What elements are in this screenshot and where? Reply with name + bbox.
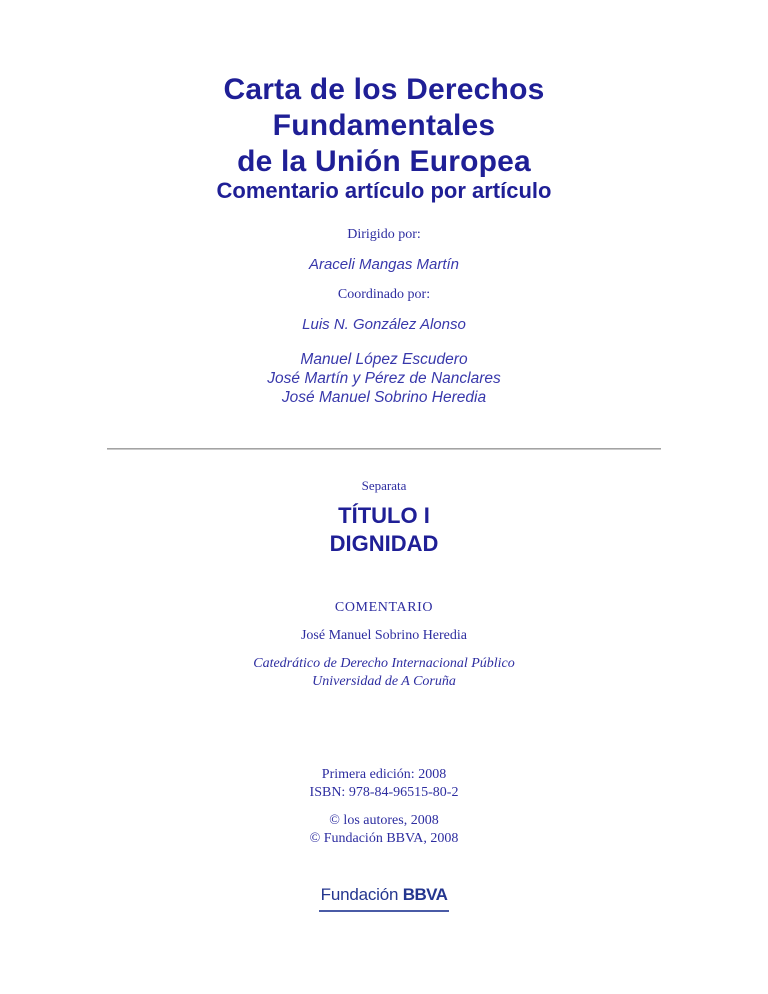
isbn-text: ISBN: 978-84-96515-80-2 (309, 785, 459, 800)
authors-list (0, 350, 768, 407)
author-name: José Martín y Pérez de Nanclares (267, 370, 501, 387)
copyright-foundation-text: © Fundación BBVA, 2008 (309, 831, 459, 846)
comentario-label: COMENTARIO (334, 600, 434, 615)
separata-title-line-1: TÍTULO I (338, 503, 430, 528)
divider-line (107, 448, 661, 450)
copyright-authors-text: © los autores, 2008 (329, 813, 439, 828)
book-title-block (0, 72, 768, 204)
book-title-line-2: Fundamentales (272, 109, 496, 142)
coordinated-by-label: Coordinado por: (337, 287, 431, 302)
coordinator-name: Luis N. González Alonso (302, 316, 466, 333)
separata-title-line-2: DIGNIDAD (329, 531, 439, 556)
book-title (0, 72, 768, 180)
first-edition-text: Primera edición: 2008 (321, 767, 447, 782)
separata-label: Separata (361, 478, 407, 493)
separata-title (0, 502, 768, 558)
affiliation-line-1: Catedrático de Derecho Internacional Público (253, 656, 515, 671)
book-title-line-3: de la Unión Europea (237, 145, 531, 178)
copyright-block (0, 812, 768, 848)
publisher-footer (0, 884, 768, 912)
logo-fundacion-text: Fundación (320, 885, 399, 904)
author-affiliation (0, 655, 768, 691)
book-subtitle: Comentario artículo por artículo (216, 178, 552, 203)
director-name: Araceli Mangas Martín (308, 256, 460, 273)
book-title-line-1: Carta de los Derechos (223, 73, 545, 106)
author-name: Manuel López Escudero (300, 351, 468, 368)
credits-block (0, 226, 768, 407)
separata-author: José Manuel Sobrino Heredia (300, 628, 468, 643)
affiliation-line-2: Universidad de A Coruña (312, 674, 456, 689)
edition-block (0, 766, 768, 848)
author-name: José Manuel Sobrino Heredia (281, 389, 487, 406)
logo-bbva-text: BBVA (402, 885, 448, 904)
separata-block (0, 478, 768, 691)
directed-by-label: Dirigido por: (347, 227, 421, 242)
fundacion-bbva-logo (319, 884, 450, 912)
